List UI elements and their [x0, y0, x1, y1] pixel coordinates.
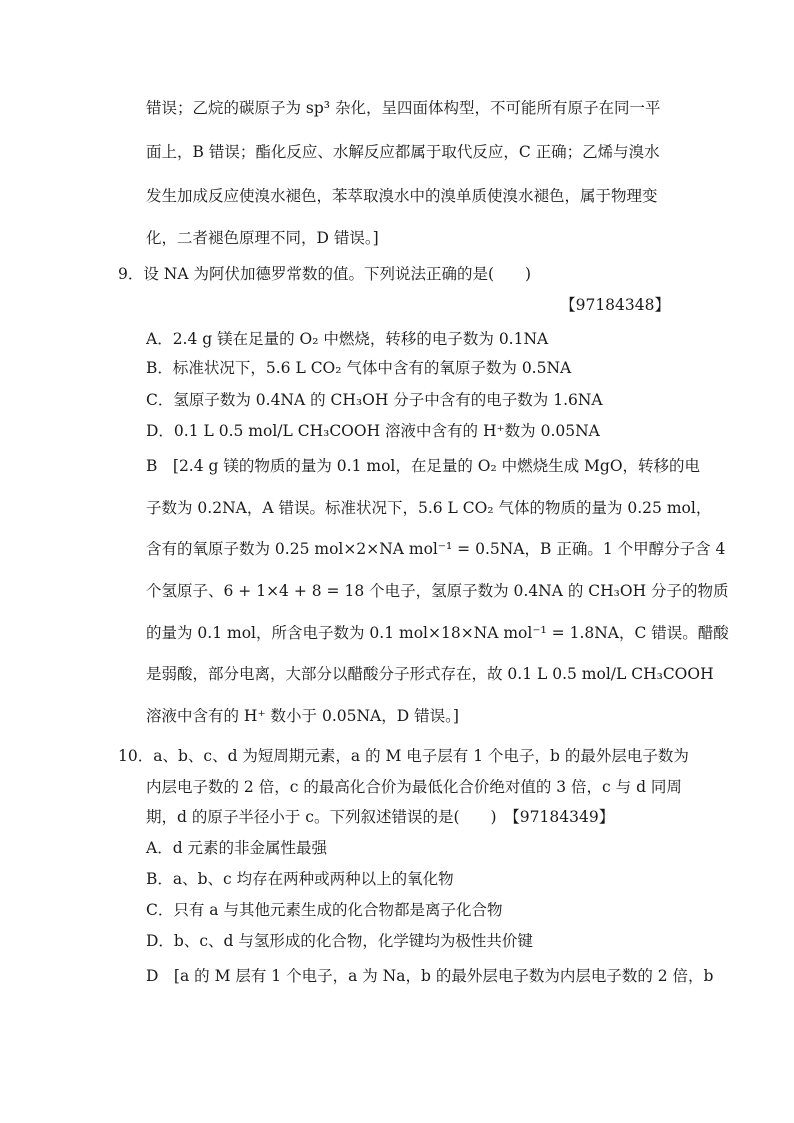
- q9-option-d: D．0.1 L 0.5 mol/L CH₃COOH 溶液中含有的 H⁺数为 0.05NA: [146, 422, 600, 440]
- explanation-line: 错误；乙烷的碳原子为 sp³ 杂化，呈四面体构型，不可能所有原子在同一平: [146, 99, 661, 117]
- explanation-line: 化，二者褪色原理不同，D 错误。]: [146, 229, 379, 247]
- q9-answer-line: 溶液中含有的 H⁺ 数小于 0.05NA，D 错误。]: [146, 707, 459, 725]
- q10-option-c: C．只有 a 与其他元素生成的化合物都是离子化合物: [146, 901, 503, 919]
- q9-answer-line: 子数为 0.2NA，A 错误。标准状况下，5.6 L CO₂ 气体的物质的量为 0.25 mol，: [146, 499, 712, 517]
- q9-option-a: A．2.4 g 镁在足量的 O₂ 中燃烧，转移的电子数为 0.1NA: [146, 330, 549, 348]
- q9-answer-line: 个氢原子、6 + 1×4 + 8 = 18 个电子，氢原子数为 0.4NA 的 CH₃OH 分子的物质: [146, 582, 729, 600]
- question-9-code: 【97184348】: [560, 296, 670, 314]
- q10-option-d: D．b、c、d 与氢形成的化合物，化学键均为极性共价键: [146, 932, 533, 950]
- q10-answer-line: D [a 的 M 层有 1 个电子，a 为 Na，b 的最外层电子数为内层电子数的 2 倍，b: [146, 967, 714, 985]
- q10-option-a: A．d 元素的非金属性最强: [146, 839, 328, 857]
- q9-answer-line: 含有的氧原子数为 0.25 mol×2×NA mol⁻¹ = 0.5NA，B 正确。1 个甲醇分子含 4: [146, 540, 726, 558]
- explanation-line: 发生加成反应使溴水褪色，苯萃取溴水中的溴单质使溴水褪色，属于物理变: [146, 187, 658, 205]
- question-9-stem: 9．设 NA 为阿伏加德罗常数的值。下列说法正确的是( ): [118, 265, 532, 283]
- explanation-line: 面上，B 错误；酯化反应、水解反应都属于取代反应，C 正确；乙烯与溴水: [146, 143, 660, 161]
- question-10-stem-line: 10．a、b、c、d 为短周期元素，a 的 M 电子层有 1 个电子，b 的最外层电子数为: [118, 747, 689, 765]
- q10-option-b: B．a、b、c 均存在两种或两种以上的氧化物: [146, 870, 454, 888]
- q9-option-b: B．标准状况下，5.6 L CO₂ 气体中含有的氧原子数为 0.5NA: [146, 359, 572, 377]
- question-10-stem-line: 内层电子数的 2 倍，c 的最高化合价为最低化合价绝对值的 3 倍，c 与 d 同周: [146, 778, 682, 796]
- question-10-stem-line: 期，d 的原子半径小于 c。下列叙述错误的是( ) 【97184349】: [146, 808, 615, 826]
- q9-answer-line: 是弱酸，部分电离，大部分以醋酸分子形式存在，故 0.1 L 0.5 mol/L CH₃COOH: [146, 665, 714, 683]
- q9-answer-line: B [2.4 g 镁的物质的量为 0.1 mol，在足量的 O₂ 中燃烧生成 MgO，转移的电: [146, 457, 701, 475]
- q9-answer-line: 的量为 0.1 mol，所含电子数为 0.1 mol×18×NA mol⁻¹ = 1.8NA，C 错误。醋酸: [146, 624, 729, 642]
- q9-option-c: C．氢原子数为 0.4NA 的 CH₃OH 分子中含有的电子数为 1.6NA: [146, 391, 603, 409]
